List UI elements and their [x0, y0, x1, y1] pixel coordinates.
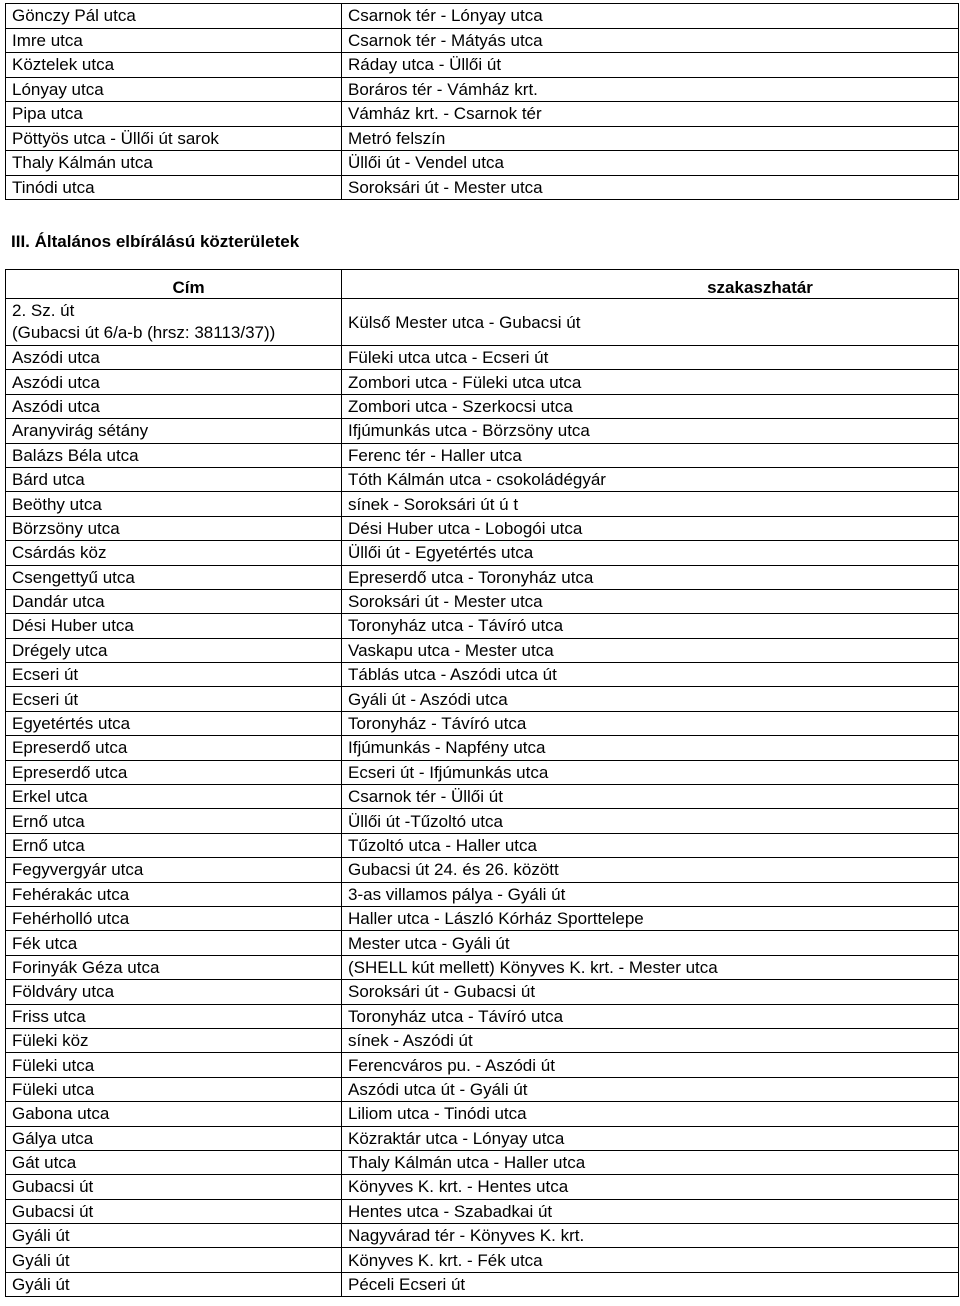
table-row: [6, 1272, 959, 1296]
boundary-cell: Ifjúmunkás utca - Börzsöny utca: [342, 419, 959, 443]
boundary-cell: Zombori utca - Füleki utca utca: [342, 370, 959, 394]
address-cell: Füleki utca: [6, 1053, 342, 1077]
address-cell: Gyáli út: [6, 1248, 342, 1272]
table-row: [6, 1004, 959, 1028]
address-cell: Füleki köz: [6, 1028, 342, 1052]
boundary-cell: Ferencváros pu. - Aszódi út: [342, 1053, 959, 1077]
boundary-cell: Könyves K. krt. - Fék utca: [342, 1248, 959, 1272]
table-row: [6, 1102, 959, 1126]
column-header-cim: Cím: [6, 270, 342, 299]
address-cell: Egyetértés utca: [6, 711, 342, 735]
table-row: [6, 663, 959, 687]
boundary-cell: 3-as villamos pálya - Gyáli út: [342, 882, 959, 906]
boundary-cell: Külső Mester utca - Gubacsi út: [342, 299, 959, 346]
boundary-cell: Thaly Kálmán utca - Haller utca: [342, 1150, 959, 1174]
table-row: [6, 1053, 959, 1077]
table-row: [6, 638, 959, 662]
table-row: [6, 492, 959, 516]
table-row: [6, 541, 959, 565]
address-cell: Aszódi utca: [6, 370, 342, 394]
address-cell: Balázs Béla utca: [6, 443, 342, 467]
boundary-cell: Csarnok tér - Mátyás utca: [342, 28, 959, 53]
address-cell: Börzsöny utca: [6, 516, 342, 540]
table-row: [6, 809, 959, 833]
address-cell: [6, 299, 342, 346]
address-cell: Gönczy Pál utca: [6, 4, 342, 29]
boundary-cell: Liliom utca - Tinódi utca: [342, 1102, 959, 1126]
table-row: [6, 858, 959, 882]
boundary-cell: Füleki utca utca - Ecseri út: [342, 346, 959, 370]
table-row: [6, 1126, 959, 1150]
address-cell: Erkel utca: [6, 785, 342, 809]
address-cell: Gabona utca: [6, 1102, 342, 1126]
table-row: [6, 299, 959, 346]
address-cell: Friss utca: [6, 1004, 342, 1028]
address-cell: Fék utca: [6, 931, 342, 955]
address-cell: Imre utca: [6, 28, 342, 53]
address-cell: Forinyák Géza utca: [6, 955, 342, 979]
table-row: [6, 516, 959, 540]
boundary-cell: Csarnok tér - Üllői út: [342, 785, 959, 809]
boundary-cell: Táblás utca - Aszódi utca út: [342, 663, 959, 687]
section-heading: III. Általános elbírálású közterületek: [11, 232, 300, 251]
address-cell: Tinódi utca: [6, 175, 342, 200]
boundary-cell: Ifjúmunkás - Napfény utca: [342, 736, 959, 760]
address-cell: Gát utca: [6, 1150, 342, 1174]
address-cell: Bárd utca: [6, 467, 342, 491]
table-row: [6, 1028, 959, 1052]
boundary-cell: Toronyház utca - Távíró utca: [342, 614, 959, 638]
table-row: [6, 565, 959, 589]
boundary-cell: Csarnok tér - Lónyay utca: [342, 4, 959, 29]
boundary-cell: Tóth Kálmán utca - csokoládégyár: [342, 467, 959, 491]
address-cell: Csárdás köz: [6, 541, 342, 565]
address-cell: Pipa utca: [6, 102, 342, 127]
table-row: [6, 467, 959, 491]
boundary-cell: Közraktár utca - Lónyay utca: [342, 1126, 959, 1150]
table-row: [6, 760, 959, 784]
top-table-body: [6, 4, 959, 200]
address-cell: Dési Huber utca: [6, 614, 342, 638]
table-row: [6, 4, 959, 29]
main-table: [5, 269, 959, 1297]
top-table: [5, 3, 959, 200]
table-row: [6, 1199, 959, 1223]
table-row: [6, 785, 959, 809]
boundary-cell: Péceli Ecseri út: [342, 1272, 959, 1296]
address-cell: Gyáli út: [6, 1224, 342, 1248]
address-cell: Thaly Kálmán utca: [6, 151, 342, 176]
boundary-cell: Epreserdő utca - Toronyház utca: [342, 565, 959, 589]
table-row: [6, 1077, 959, 1101]
boundary-cell: Soroksári út - Mester utca: [342, 175, 959, 200]
address-cell: Ernő utca: [6, 809, 342, 833]
boundary-cell: Ráday utca - Üllői út: [342, 53, 959, 78]
boundary-cell: Haller utca - László Kórház Sporttelepe: [342, 906, 959, 930]
boundary-cell: Gyáli út - Aszódi utca: [342, 687, 959, 711]
address-cell: Gálya utca: [6, 1126, 342, 1150]
table-row: [6, 370, 959, 394]
address-cell: Gubacsi út: [6, 1199, 342, 1223]
table-row: [6, 1150, 959, 1174]
address-cell: Drégely utca: [6, 638, 342, 662]
boundary-cell: Toronyház utca - Távíró utca: [342, 1004, 959, 1028]
table-row: [6, 955, 959, 979]
column-header-szakaszhatar: szakaszhatár: [342, 270, 959, 299]
address-cell: Ernő utca: [6, 833, 342, 857]
boundary-cell: Soroksári út - Gubacsi út: [342, 980, 959, 1004]
table-row: [6, 589, 959, 613]
boundary-cell: Soroksári út - Mester utca: [342, 589, 959, 613]
boundary-cell: Ferenc tér - Haller utca: [342, 443, 959, 467]
table-row: [6, 882, 959, 906]
table-row: [6, 419, 959, 443]
address-cell: Lónyay utca: [6, 77, 342, 102]
table-row: [6, 614, 959, 638]
address-cell: Füleki utca: [6, 1077, 342, 1101]
boundary-cell: Nagyvárad tér - Könyves K. krt.: [342, 1224, 959, 1248]
table-row: [6, 394, 959, 418]
table-row: [6, 736, 959, 760]
table-row: [6, 1224, 959, 1248]
boundary-cell: Üllői út -Tűzoltó utca: [342, 809, 959, 833]
table-row: [6, 833, 959, 857]
address-cell: Aszódi utca: [6, 394, 342, 418]
address-cell: Köztelek utca: [6, 53, 342, 78]
boundary-cell: Zombori utca - Szerkocsi utca: [342, 394, 959, 418]
boundary-cell: Boráros tér - Vámház krt.: [342, 77, 959, 102]
address-cell: Aranyvirág sétány: [6, 419, 342, 443]
boundary-cell: Dési Huber utca - Lobogói utca: [342, 516, 959, 540]
boundary-cell: Metró felszín: [342, 126, 959, 151]
address-cell: Dandár utca: [6, 589, 342, 613]
table-row: [6, 1248, 959, 1272]
address-cell: Gyáli út: [6, 1272, 342, 1296]
table-row: [6, 102, 959, 127]
boundary-cell: Hentes utca - Szabadkai út: [342, 1199, 959, 1223]
table-row: [6, 931, 959, 955]
table-row: [6, 906, 959, 930]
boundary-cell: Ecseri út - Ifjúmunkás utca: [342, 760, 959, 784]
boundary-cell: Üllői út - Egyetértés utca: [342, 541, 959, 565]
boundary-cell: Tűzoltó utca - Haller utca: [342, 833, 959, 857]
main-table-header-row: [6, 270, 959, 299]
boundary-cell: Üllői út - Vendel utca: [342, 151, 959, 176]
address-cell: Fehérholló utca: [6, 906, 342, 930]
address-cell: Epreserdő utca: [6, 760, 342, 784]
table-row: [6, 346, 959, 370]
table-row: [6, 77, 959, 102]
table-row: [6, 1175, 959, 1199]
address-cell: Ecseri út: [6, 663, 342, 687]
address-cell: Földváry utca: [6, 980, 342, 1004]
address-cell: Epreserdő utca: [6, 736, 342, 760]
address-cell: Csengettyű utca: [6, 565, 342, 589]
table-row: [6, 980, 959, 1004]
address-cell: Gubacsi út: [6, 1175, 342, 1199]
boundary-cell: sínek - Aszódi út: [342, 1028, 959, 1052]
table-row: [6, 28, 959, 53]
table-row: [6, 151, 959, 176]
address-cell: Fehérakác utca: [6, 882, 342, 906]
boundary-cell: sínek - Soroksári út ú t: [342, 492, 959, 516]
boundary-cell: Vaskapu utca - Mester utca: [342, 638, 959, 662]
table-row: [6, 711, 959, 735]
boundary-cell: Vámház krt. - Csarnok tér: [342, 102, 959, 127]
table-row: [6, 687, 959, 711]
address-cell: Beöthy utca: [6, 492, 342, 516]
boundary-cell: Gubacsi út 24. és 26. között: [342, 858, 959, 882]
boundary-cell: Könyves K. krt. - Hentes utca: [342, 1175, 959, 1199]
table-row: [6, 443, 959, 467]
address-cell: Ecseri út: [6, 687, 342, 711]
table-row: [6, 53, 959, 78]
boundary-cell: Aszódi utca út - Gyáli út: [342, 1077, 959, 1101]
boundary-cell: Toronyház - Távíró utca: [342, 711, 959, 735]
address-line: 2. Sz. út: [12, 300, 75, 320]
boundary-cell: (SHELL kút mellett) Könyves K. krt. - Mester utca: [342, 955, 959, 979]
boundary-cell: Mester utca - Gyáli út: [342, 931, 959, 955]
address-line: (Gubacsi út 6/a-b (hrsz: 38113/37)): [12, 323, 276, 342]
table-row: [6, 126, 959, 151]
main-table-body: [6, 299, 959, 1297]
address-cell: Fegyvergyár utca: [6, 858, 342, 882]
address-cell: Aszódi utca: [6, 346, 342, 370]
table-row: [6, 175, 959, 200]
address-cell: Pöttyös utca - Üllői út sarok: [6, 126, 342, 151]
